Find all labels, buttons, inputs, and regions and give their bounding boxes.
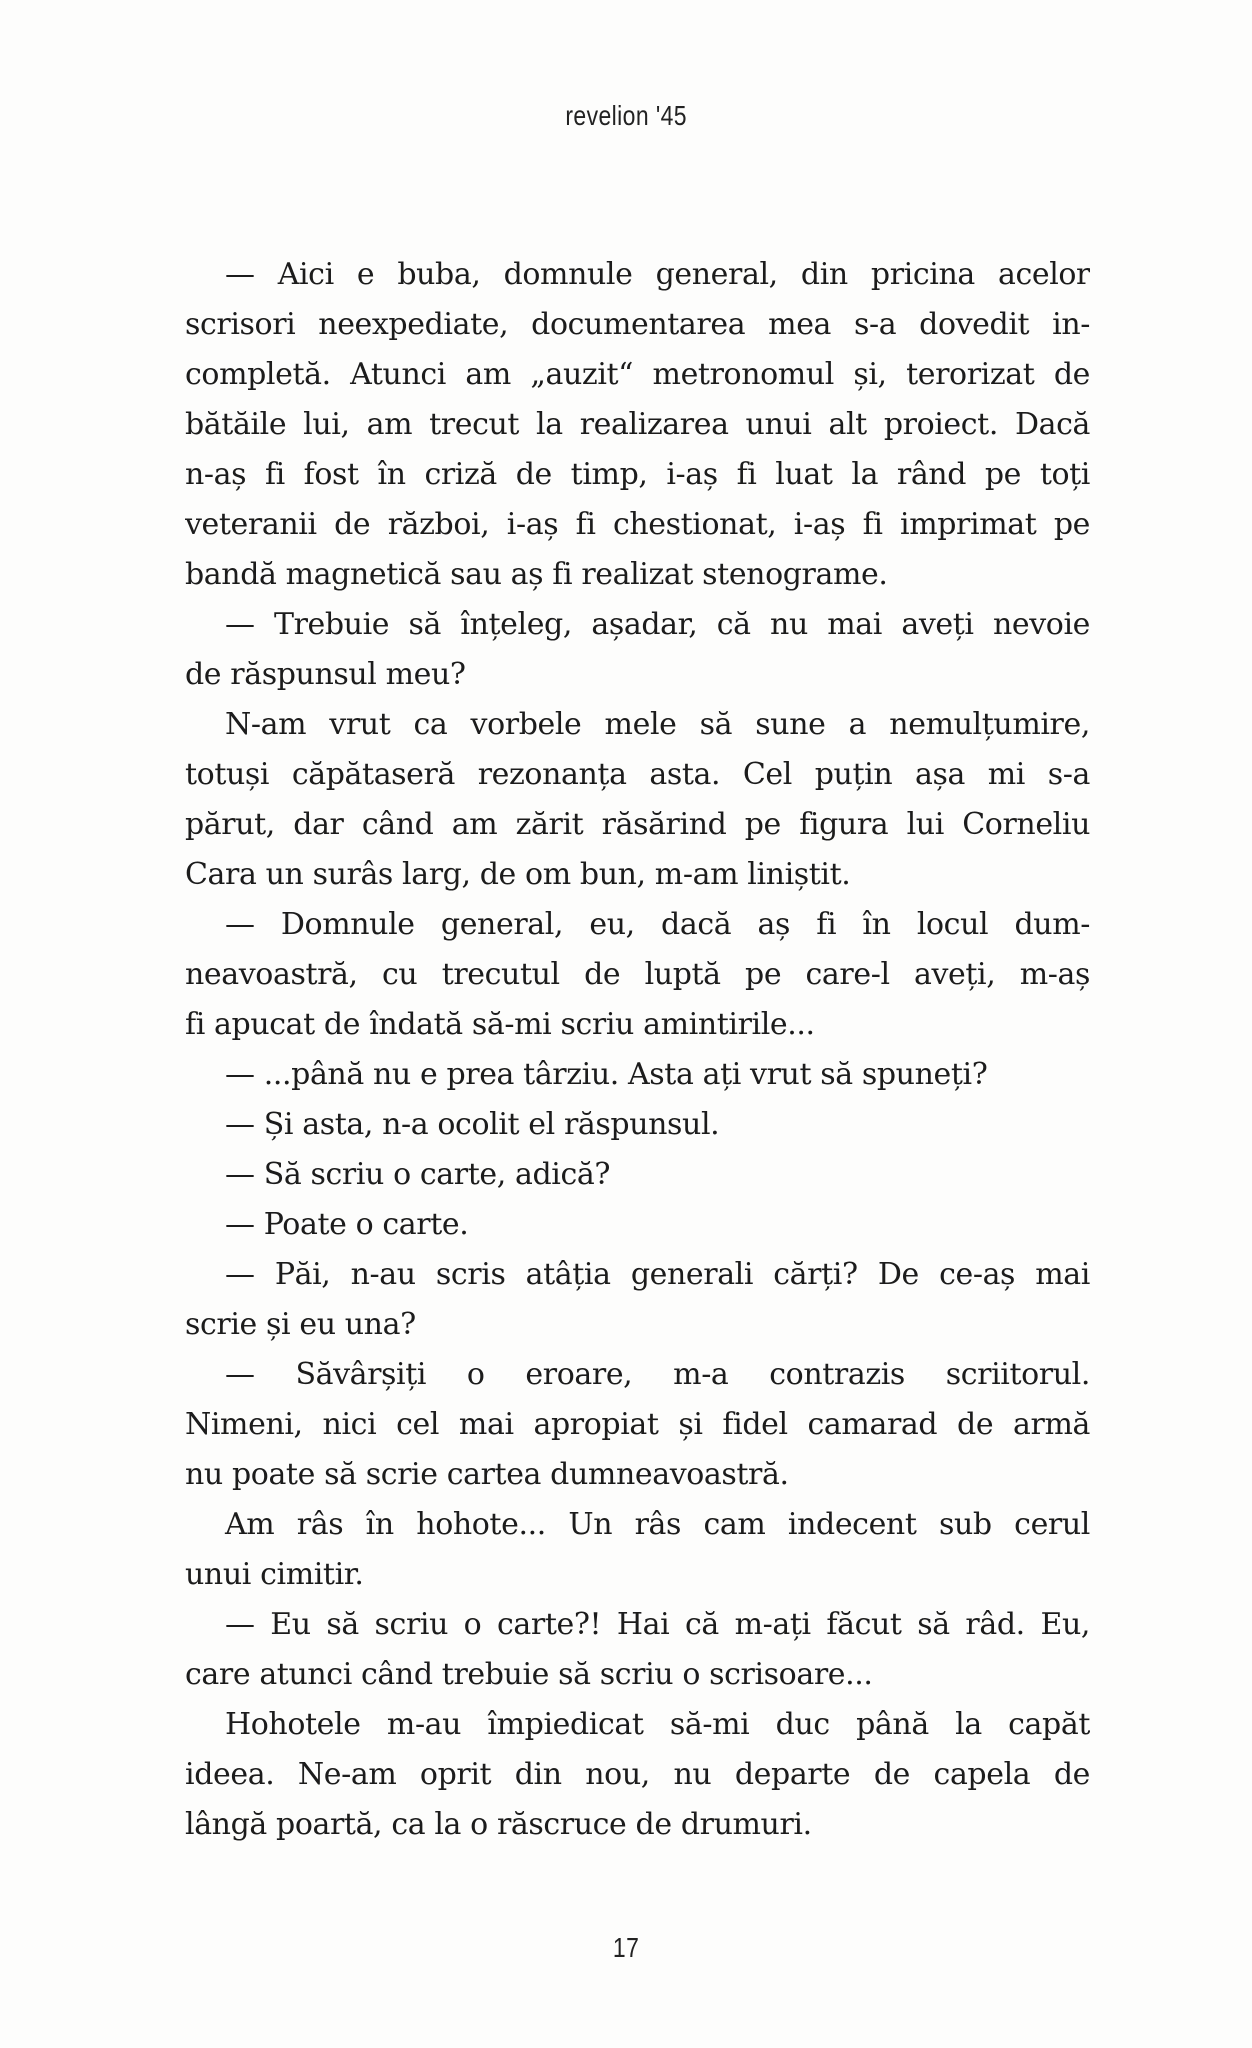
text-line: — Domnule general, eu, dacă aș fi în locul dum- (225, 907, 1090, 942)
paragraph (185, 1500, 1090, 1600)
paragraph (185, 1050, 1090, 1100)
text-line: — Și asta, n-a ocolit el răspunsul. (225, 1107, 720, 1142)
text-line: ideea. Ne-am oprit din nou, nu departe de capela de (185, 1757, 1090, 1792)
text-line: fi apucat de îndată să-mi scriu amintirile... (185, 1007, 815, 1042)
paragraph (185, 1600, 1090, 1700)
text-line: Am râs în hohote... Un râs cam indecent sub cerul (225, 1507, 1090, 1542)
text-line: de răspunsul meu? (185, 657, 466, 692)
running-header (0, 100, 1252, 132)
text-line: n-aș fi fost în criză de timp, i-aș fi luat la rând pe toți (185, 457, 1090, 492)
text-line: scrisori neexpediate, documentarea mea s-a dovedit in- (185, 307, 1090, 342)
text-line: Hohotele m-au împiedicat să-mi duc până la capăt (225, 1707, 1090, 1742)
text-line: Cara un surâs larg, de om bun, m-am liniștit. (185, 857, 851, 892)
text-line: nu poate să scrie cartea dumneavoastră. (185, 1457, 789, 1492)
text-line: Nimeni, nici cel mai apropiat și fidel camarad de armă (185, 1407, 1090, 1442)
text-line: veteranii de război, i-aș fi chestionat, i-aș fi imprimat pe (185, 507, 1090, 542)
paragraph (185, 1150, 1090, 1200)
text-line: bandă magnetică sau aș fi realizat stenograme. (185, 557, 888, 592)
text-line: — Trebuie să înțeleg, așadar, că nu mai aveți nevoie (225, 607, 1090, 642)
book-text (185, 250, 1090, 1850)
paragraph (185, 1100, 1090, 1150)
paragraph (185, 700, 1090, 900)
text-line: lângă poartă, ca la o răscruce de drumuri. (185, 1807, 812, 1842)
text-line: — Păi, n-au scris atâția generali cărți? De ce-aș mai (225, 1257, 1090, 1292)
text-line: scrie și eu una? (185, 1307, 416, 1342)
text-line: completă. Atunci am „auzit“ metronomul și, terorizat de (185, 357, 1090, 392)
text-line: N-am vrut ca vorbele mele să sune a nemulțumire, (225, 707, 1090, 742)
text-line: — ...până nu e prea târziu. Asta ați vrut să spuneți? (225, 1057, 988, 1092)
running-header-text: revelion '45 (565, 100, 687, 131)
text-line: unui cimitir. (185, 1557, 364, 1592)
paragraph (185, 1200, 1090, 1250)
page-number-text: 17 (612, 1932, 640, 1963)
paragraph (185, 1350, 1090, 1500)
paragraph (185, 1250, 1090, 1350)
paragraph (185, 250, 1090, 600)
text-line: care atunci când trebuie să scriu o scrisoare... (185, 1657, 873, 1692)
text-line: — Să scriu o carte, adică? (225, 1157, 611, 1192)
text-line: — Poate o carte. (225, 1207, 469, 1242)
text-line: totuși căpătaseră rezonanța asta. Cel puțin așa mi s-a (185, 757, 1090, 792)
page-number (0, 1932, 1252, 1964)
paragraph (185, 600, 1090, 700)
text-line: — Aici e buba, domnule general, din pricina acelor (225, 257, 1090, 292)
text-line: neavoastră, cu trecutul de luptă pe care-l aveți, m-aș (185, 957, 1090, 992)
paragraph (185, 1700, 1090, 1850)
text-line: bătăile lui, am trecut la realizarea unui alt proiect. Dacă (185, 407, 1090, 442)
text-line: părut, dar când am zărit răsărind pe figura lui Corneliu (185, 807, 1090, 842)
text-line: — Eu să scriu o carte?! Hai că m-ați făcut să râd. Eu, (225, 1607, 1090, 1642)
paragraph (185, 900, 1090, 1050)
text-line: — Săvârșiți o eroare, m-a contrazis scriitorul. (225, 1357, 1090, 1392)
